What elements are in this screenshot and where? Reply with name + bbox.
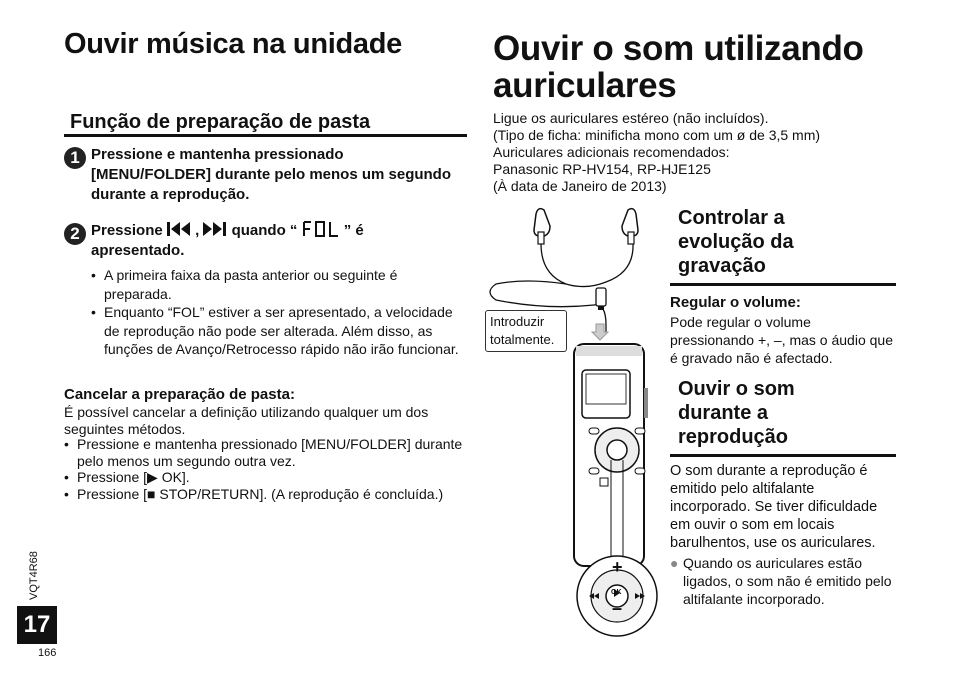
title-line: reprodução: [678, 426, 789, 448]
intro-text: [493, 110, 913, 195]
insert-callout: [485, 310, 567, 352]
intro-line: Panasonic RP-HV154, RP-HJE125: [493, 161, 711, 177]
speaker-text: O som durante a reprodução é emitido pelo altifalante incorporado. Se tiver dificuldade em ouvir o som em locais barulhentos, use os auriculares.: [670, 463, 878, 551]
title-line: durante a: [678, 402, 769, 424]
step-2-text-b: ,: [195, 222, 200, 239]
title-line-2: auriculares: [493, 66, 677, 105]
model-code: VQT4R68: [28, 551, 40, 600]
callout-line-1: Introduzir: [490, 314, 545, 329]
intro-line: Ligue os auriculares estéreo (não incluídos).: [493, 110, 769, 126]
speaker-note-text: Quando os auriculares estão ligados, o som não é emitido pelo altifalante incorporado.: [683, 555, 892, 607]
list-item: • A primeira faixa da pasta anterior ou seguinte é preparada.: [91, 266, 461, 303]
step-2-text-d: ” é apresentado.: [91, 222, 364, 259]
step-1-number: 1: [64, 147, 86, 169]
step-2-number: 2: [64, 223, 86, 245]
step-2-text: [91, 221, 461, 261]
fol-display-icon: [297, 222, 343, 239]
dial-minus-label: –: [612, 598, 623, 618]
cancel-intro: É possível cancelar a definição utilizando qualquer um dos seguintes métodos.: [64, 404, 429, 437]
speaker-title: [678, 377, 795, 449]
list-item: • Pressione [■ STOP/RETURN]. (A reprodução é concluída.): [64, 486, 464, 503]
dial-ok-label: OK: [611, 589, 622, 596]
speaker-rule: [670, 454, 896, 457]
list-item: • Enquanto “FOL” estiver a ser apresentado, a velocidade de reprodução não pode ser alterada. Além disso, as funções de Avanço/Retrocesso rápido não irão funcionar.: [91, 303, 461, 359]
intro-line: (Tipo de ficha: minificha mono com um ø de 3,5 mm): [493, 127, 821, 143]
step-1-text: Pressione e mantenha pressionado [MENU/FOLDER] durante pelo menos um segundo durante a reprodução.: [91, 146, 452, 203]
step-2-text-c: quando “: [231, 222, 298, 239]
dial-plus-label: +: [612, 557, 623, 577]
page-small-number: 166: [38, 647, 57, 659]
intro-line: (À data de Janeiro de 2013): [493, 178, 667, 194]
list-item: • Pressione [▶ OK].: [64, 469, 464, 486]
title-line: Controlar a: [678, 207, 785, 229]
speaker-note: [670, 554, 898, 608]
intro-line: Auriculares adicionais recomendados:: [493, 144, 730, 160]
title-line: Ouvir o som: [678, 378, 795, 400]
section-title-folder: Função de preparação de pasta: [70, 111, 371, 133]
step-2-bullets: [91, 266, 461, 359]
step-2-text-a: Pressione: [91, 222, 163, 239]
list-item: • Pressione e mantenha pressionado [MENU/FOLDER] durante pelo menos um segundo outra vez.: [64, 436, 464, 469]
skip-back-icon: [167, 222, 195, 239]
cancel-list: [64, 436, 464, 502]
control-title: [678, 206, 794, 278]
volume-title: Regular o volume:: [670, 294, 801, 311]
title-line-1: Ouvir o som utilizando: [493, 29, 864, 68]
section-rule: [64, 134, 467, 137]
recorder-illustration: [480, 198, 670, 638]
page-number: 17: [17, 606, 57, 644]
volume-text: Pode regular o volume pressionando +, –, mas o áudio que é gravado não é afectado.: [670, 314, 893, 366]
page-title-right: [493, 30, 864, 104]
bullet-icon: ●: [670, 555, 679, 571]
title-line: gravação: [678, 255, 766, 277]
callout-line-2: totalmente.: [490, 332, 555, 347]
page-title-left: Ouvir música na unidade: [64, 28, 402, 60]
skip-forward-icon: [203, 222, 231, 239]
title-line: evolução da: [678, 231, 794, 253]
control-rule: [670, 283, 896, 286]
cancel-title: Cancelar a preparação de pasta:: [64, 386, 295, 403]
